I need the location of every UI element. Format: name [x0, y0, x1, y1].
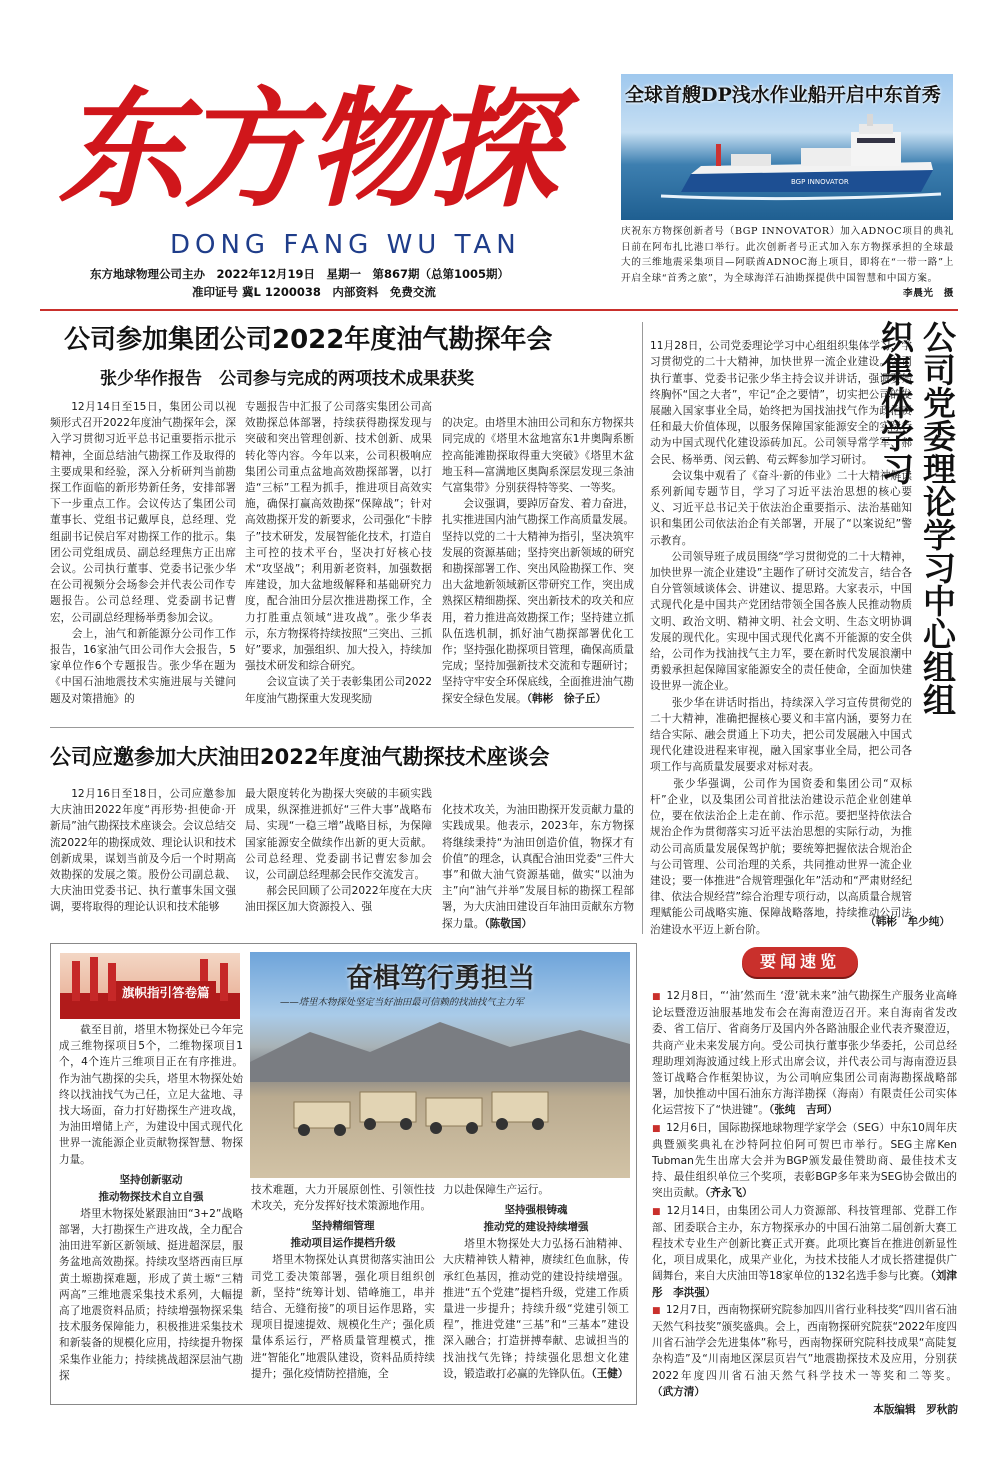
feature-subhead: ——塔里木物探处坚定当好油田最可信赖的找油找气主力军	[280, 997, 524, 1008]
article2-byline: （陈敬国）	[484, 917, 533, 930]
feature-col2	[251, 1182, 435, 1400]
feature-intro: 截至目前，塔里木物探处已今年完成三维物探项目5个，二维物探项目1个，4个连片三维项目正在有序推进。作为油气勘探的尖兵，塔里木物探处始终以找油找气为己任，立足大盆地、寻找大场面，奋力打好勘探生产进攻战，为油田增储上产，为建设中国式现代化世界一流能源企业贡献物探智慧、物探力量。	[59, 1024, 243, 1166]
feature-photo	[250, 952, 630, 1178]
caption-text: 庆祝东方物探创新者号（BGP INNOVATOR）加入ADNOC项目的典礼日前在阿布扎比港口举行。此次创新者号正式加入东方物探承担的全球最大的三维地震采集项目—阿联酋ADNOC海上项目，即将在“一带一路”上开启全球“首秀之旅”，为全球海洋石油勘探提供中国智慧和中国方案。	[621, 226, 954, 284]
feature-section3-sub: 推动党的建设持续增强	[483, 1221, 589, 1234]
feature-col3	[443, 1182, 629, 1400]
feature-col1-tail: 塔里木物探处紧跟油田“3+2”战略部署，大打勘探生产进攻战，全力配合油田进军新区新领域、挺进超深层，服务盆地高效勘探。持续攻坚塔西南巨厚黄土塬勘探难题，形成了黄土塬“三精两高”三维地震采集技术系列，大幅提高了地震资料品质；持续增强物探采集技术服务保障能力，积极推进采集技术和新装备的规模化应用，持续提升物探采集作业能力；持续挑战超深层油气勘探	[59, 1207, 243, 1382]
feature-badge-label: 旗帜指引答卷篇	[116, 981, 216, 1003]
article-right-body	[650, 322, 912, 934]
article1-col1	[50, 399, 236, 721]
article2-col1	[50, 786, 236, 930]
masthead-title: 东方物探	[58, 75, 555, 225]
news-item-4-byline: （武方清）	[652, 1385, 705, 1398]
article1-headline: 公司参加集团公司2022年度油气勘探年会	[64, 325, 553, 355]
masthead-pinyin: DONG FANG WU TAN	[170, 230, 521, 260]
article2-col2-text: 最大限度转化为勘探大突破的丰硕实践成果，纵深推进抓好“三件大事”战略布局、实现“一稳三增”战略目标，为保障国家能源安全做续作出新的更大贡献。公司总经理、党委副书记曹宏参加会议，公司副总经理郝会民作交流发言。 郝会民回顾了公司2022年度在大庆油田探区加大资源投入、强	[245, 788, 432, 914]
feature-badge	[60, 953, 240, 1019]
article1-col3-text	[442, 399, 634, 707]
feature-col2-top: 技术难题，大力开展原创性、引领性技术攻关，充分发挥好技术策源地作用。	[251, 1184, 435, 1213]
masthead	[50, 70, 610, 310]
article1-col1-text: 12月14日至15日，集团公司以视频形式召开2022年度油气勘探年会，深入学习贯彻习近平总书记重要指示批示精神，全面总结油气勘探工作及取得的主要成果和经验，深入分析研判当前勘探工作面临的新形势新任务，安排部署下一步重点工作。会议传达了集团公司董事长、党组书记戴厚良，总经理、党组副书记侯启军对勘探工作的批示。集团公司党组成员、副总经理焦方正出席会议。公司执行董事、党委书记张少华在公司视频分会场参会并代表公司作专题报告。公司总经理、党委副书记曹宏，公司副总经理杨举勇参加会议。 会上，油气和新能源分公司作工作报告，16家油气田公司作大会报告，5家单位作6个专题报告。张少华在题为《中国石油地震技术实施进展与关键问题及对策措施》的	[50, 401, 236, 705]
article-right-body-text: 11月28日，公司党委理论学习中心组组织集体学习，学习贯彻党的二十大精神，加快世界一流企业建设。公司执行董事、党委书记张少华主持会议并讲话，强调要始终胸怀“国之大者”，牢记“企之要情”，切实把公司的发展融入国家事业全局，始终把为国找油找气作为政治责任和最大价值体现，以服务保障国家能源安全的实际行动为中国式现代化建设添砖加瓦。公司领导常学军、郝会民、杨举勇、闵云鹤、苟云辉参加学习研讨。 会议集中观看了《奋斗·新的伟业》二十大精神解读系列新闻专题节目，学习了习近平法治思想的核心要义、习近平总书记关于依法治企重要指示、法治基础知识和集团公司依法治企有关部署，开展了“以案说纪”警示教育。 公司领导班子成员围绕“学习贯彻党的二十大精神，加快世界一流企业建设”主题作了研讨交流发言，结合各自分管领域谈体会、讲建议、提思路。大家表示，中国式现代化是中国共产党团结带领全国各族人民推动物质文明、政治文明、精神文明、社会文明、生态文明协调发展的现代化。实现中国式现代化离不开能源的安全供给，公司作为找油找气主力军，要在新时代发展浪潮中勇毅承担起保障国家能源安全的责任使命，全面加快建设世界一流企业。 张少华在讲话时指出，持续深入学习宣传贯彻党的二十大精神，准确把握核心要义和丰富内涵，要努力在结合实际、融会贯通上下功夫，把公司发展融入中国式现代化建设进程来审视，融入国家事业全局，把公司各项工作与高质量发展要求对标对表。 张少华强调，公司作为国资委和集团公司“双标杆”企业，以及集团公司首批法治建设示范企业创建单位，要在依法治企上走在前、作示范。要把坚持依法合规治企作为贯彻落实习近平法治思想的实际行动，为推动公司高质量发展保驾护航；要统筹把握依法合规治企与公司管理、公司治理的关系，共同推动世界一流企业建设；要一体推进“合规管理强化年”活动和“严肃财经纪律、依法合规经营”综合治理专项行动，以高质量合规管理赋能公司战略实施、保障战略落地，持续推动公司法治建设水平迈上新台阶。	[650, 340, 912, 936]
article1-subhead: 张少华作报告 公司参与完成的两项技术成果获奖	[100, 369, 474, 389]
news-item-3-text: 12月14日，由集团公司人力资源部、科技管理部、党群工作部、团委联合主办，东方物探承办的中国石油第二届创新大赛工程技术专业生产创新比赛正式开赛。此项比赛旨在推进创新显性化，项目成果化，成果产业化，为技术技能人才成长搭建提供广阔舞台，来自大庆油田等18家单位的132名选手参与比赛。	[652, 1204, 957, 1283]
feature-section1-title: 坚持创新驱动	[119, 1173, 183, 1186]
news-item-3-byline: （刘津彤 李洪强）	[652, 1270, 958, 1299]
article2-col3	[442, 786, 634, 930]
news-item-1-byline: （张纯 吉珂）	[768, 1104, 838, 1117]
news-item-3	[652, 1203, 957, 1301]
news-item-2-byline: （齐永飞）	[704, 1187, 753, 1200]
news-brief-header-label: 要闻速览	[759, 952, 840, 971]
feature-box	[50, 943, 637, 1405]
article2-headline: 公司应邀参加大庆油田2022年度油气勘探技术座谈会	[50, 745, 550, 769]
article2-col1-text: 12月16日至18日，公司应邀参加大庆油田2022年度“再形势·担使命·开新局”油气勘探技术座谈会。会议总结交流2022年的勘探成效、理论认识和技术创新成果，谋划当前及今后一个时期高效勘探的发展之策。股份公司副总裁、大庆油田党委书记、执行董事朱国文强调，要将取得的理论认识和技术能够	[50, 788, 236, 914]
ship-photo	[621, 74, 953, 220]
permit-line: 准印证号 冀L 1200038 内部资料 免费交流	[192, 285, 436, 299]
news-item-2	[652, 1120, 957, 1202]
page-editor: 本版编辑 罗秋韵	[873, 1404, 958, 1416]
feature-section2-title: 坚持精细管理	[311, 1220, 375, 1233]
feature-byline: （王健）	[591, 1367, 629, 1380]
article-right-headline: 公司党委理论学习中心组组织集体学习	[876, 320, 957, 716]
feature-section1-sub: 推动物探技术自立自强	[98, 1190, 204, 1203]
feature-col3-top: 力以赴保障生产运行。	[443, 1184, 549, 1196]
article1-col3-body: 的决定。由塔里木油田公司和东方物探共同完成的《塔里木盆地富东1井奥陶系断控高能滩勘探取得重大突破》《塔里木盆地玉科—富满地区奥陶系深层发现三条油气富集带》分别获得特等奖、一等奖。 会议强调，要踔厉奋发、着力奋进，扎实推进国内油气勘探工作高质量发展。坚持以党的二十大精神为指引，坚决筑牢发展的资源基础；坚持突出新领域的研究和勘探部署工作、突出风险勘探工作、突出大盆地新领域新区带研究工作，突出成熟探区精细勘探、突出新技术的攻关和应用，着力推进高效勘探工作；坚持建立抓队伍选机制，抓好油气勘探部署优化工作；坚持强化勘探项目管理，确保高质量完成；坚持加强新技术交流和专题研讨；坚持守牢安全环保底线，全面推进油气勘探安全绿色发展。	[442, 417, 634, 705]
news-item-1-text: 12月8日，“‘油’然而生 ‘澄’就未来”油气勘探生产服务业高峰论坛暨澄迈油服基地发布会在海南澄迈召开。来自海南省发改委、省工信厅、省商务厅及国内外各路油服企业代表齐聚澄迈，共商产业未来发展方向。受公司执行董事张少华委托，公司总经理助理刘海波通过线上形式出席会议，并代表公司与海南澄迈县签订战略合作框架协议，为公司响应集团公司南海勘探战略部署，加快推动中国石油东方海洋勘探（海南）有限责任公司实体化运营按下了“快进键”。	[652, 990, 957, 1117]
article1-col2	[245, 399, 432, 721]
article1-byline: （韩彬 徐子丘）	[526, 692, 607, 705]
article-right-text	[650, 322, 912, 938]
article1-col3	[442, 399, 634, 721]
caption-credit: 李晨光 摄	[903, 288, 954, 300]
article1-col2-text: 专题报告中汇报了公司落实集团公司高效勘探总体部署，持续获得勘探发现与突破和突出管理创新、技术创新、成果转化等内容。今年以来，公司积极响应集团公司重点盆地高效勘探部署，以打造“三标”工程为抓手，推进项目高效实施，确保打赢高效勘探“保障战”；针对高效勘探开发的新要求，公司强化“卡脖子”技术研发，发展智能化技术，打造自主可控的技术平台，坚决打好核心技术“攻坚战”；利用新老资料，加强数据库建设，加大盆地级解释和基础研究力度，配合油田分层次推进勘探工作，全力打胜重点领域“进攻战”。张少华表示，东方物探将持续按照“三突出、三抓好”要求，加强组织、加大投入，持续加强技术研发和综合研究。 会议宣读了关于表彰集团公司2022年度油气勘探重大发现奖励	[245, 401, 432, 705]
feature-col3-tail-p	[443, 1236, 629, 1382]
feature-col3-tail: 塔里木物探处大力弘扬石油精神、大庆精神铁人精神，赓续红色血脉，传承红色基因，推动党的建设持续增强。推进“五个党建”提档升级，党建工作质量进一步提升；持续升级“党建引领工程”，推进党建“三基”和“三基本”建设深入融合；打造拼搏奉献、忠诚担当的找油找气先锋；持续强化思想文化建设，锻造敢打必赢的先锋队伍。	[443, 1238, 629, 1380]
masthead-rule	[40, 309, 958, 311]
article2-col3-body: 化技术攻关，为油田勘探开发贡献力量的实践成果。他表示，2023年，东方物探将继续秉持“为油田创造价值，物探才有价值”的理念，认真配合油田党委“三件大事”和做大油气资源基础，做实“以油为主”向“油气并举”发展目标的勘探工程部署，为大庆油田建设百年油田贡献东方物探力量。	[442, 804, 634, 930]
feature-headline: 奋楫笃行勇担当	[346, 963, 535, 994]
publisher-line: 东方地球物理公司主办 2022年12月19日 星期一 第867期（总第1005期）	[90, 267, 510, 281]
news-item-4-text: 12月7日，西南物探研究院参加四川省行业科技奖“四川省石油天然气科技奖”颁奖盛典。会上，西南物探研究院获“2022年度四川省石油学会先进集体”称号，西南物探研究院科技成果“高陡复杂构造”及“川南地区深层页岩气”地震勘探技术及应用，分别获2022年度四川省石油天然气科学技术一等奖和二等奖。	[652, 1303, 957, 1382]
feature-col2-tail: 塔里木物探处认真贯彻落实油田公司党工委决策部署，强化项目组织创新，坚持“统筹计划、错峰施工，串并结合、无缝衔接”的项目运作思路，实现项目提速提效、规模化生产；强化质量体系运行，严格质量管理模式，推进“智能化”地震队建设，资料品质持续提升；强化疫情防控措施，全	[251, 1254, 435, 1380]
feature-col1	[59, 1022, 243, 1400]
ship-illustration	[621, 74, 953, 220]
news-item-1	[652, 988, 957, 1119]
ship-photo-caption	[621, 224, 954, 302]
ship-name-label: BGP INNOVATOR	[791, 178, 849, 186]
ship-photo-headline: 全球首艘DP浅水作业船开启中东首秀	[625, 84, 941, 106]
article2-col2	[245, 786, 432, 930]
col-divider-right	[642, 322, 643, 934]
news-brief-list	[652, 988, 957, 1402]
news-item-4	[652, 1302, 957, 1400]
feature-section2-sub: 推动项目运作提档升级	[290, 1237, 396, 1250]
article2-col3-text	[442, 786, 634, 932]
article-right-byline: （韩彬 牟少纯）	[865, 916, 950, 928]
news-item-2-text: 12月6日，国际勘探地球物理学家学会（SEG）中东10周年庆典暨颁奖典礼在沙特阿拉伯阿可贺巴市举行。SEG主席Ken Tubman先生出席大会并为BGP颁发最佳赞助商、最佳技术支持、最佳组织单位三个奖项，表彰BGP多年来为SEG协会做出的突出贡献。	[652, 1121, 957, 1200]
article1-divider	[50, 727, 634, 728]
news-brief-header	[742, 947, 858, 977]
feature-section3-title: 坚持强根铸魂	[504, 1204, 568, 1217]
